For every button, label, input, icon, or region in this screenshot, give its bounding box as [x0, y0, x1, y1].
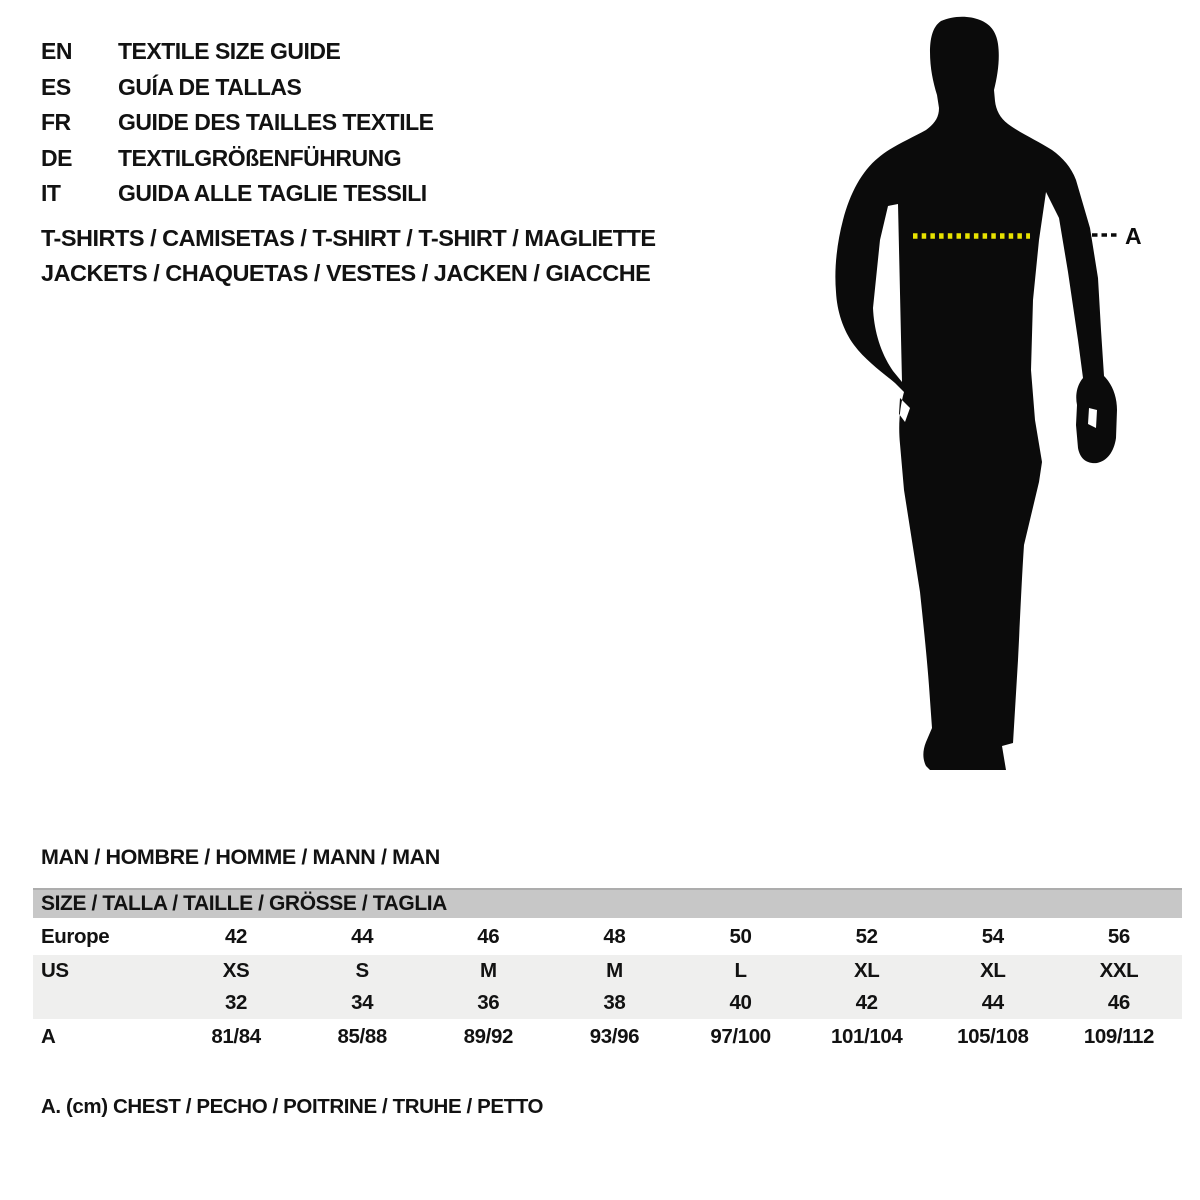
guide-title: GUÍA DE TALLAS	[118, 73, 302, 100]
table-cell: 52	[855, 924, 878, 948]
language-code: ES	[41, 73, 71, 100]
row-label: Europe	[41, 924, 110, 948]
table-cell: 105/108	[957, 1025, 1029, 1048]
table-cell: 85/88	[337, 1025, 387, 1048]
category-line-tshirts: T-SHIRTS / CAMISETAS / T-SHIRT / T-SHIRT / MAGLIETTE	[41, 225, 656, 251]
table-cell: 97/100	[710, 1025, 771, 1048]
section-title-man: MAN / HOMBRE / HOMME / MANN / MAN	[41, 845, 440, 869]
language-row	[41, 70, 434, 106]
table-row-europe	[33, 918, 1182, 955]
table-cell: 109/112	[1083, 1025, 1155, 1048]
table-cell: M	[479, 959, 497, 982]
table-cell: 81/84	[211, 1025, 261, 1048]
table-cell: S	[355, 959, 369, 982]
size-table	[33, 888, 1182, 1055]
table-cell: 44	[981, 991, 1004, 1014]
table-cell: 44	[351, 924, 374, 948]
table-cell: 38	[603, 991, 626, 1014]
language-code: FR	[41, 109, 71, 136]
table-cell: XL	[853, 959, 880, 982]
man-silhouette-shape	[835, 17, 1117, 770]
table-cell: 54	[981, 924, 1004, 948]
table-cell: 40	[729, 991, 752, 1014]
table-row-chest-cm	[33, 1019, 1182, 1055]
guide-title: TEXTILE SIZE GUIDE	[118, 38, 341, 65]
table-cell: XS	[222, 959, 250, 982]
language-row	[41, 34, 434, 70]
category-line-jackets: JACKETS / CHAQUETAS / VESTES / JACKEN / GIACCHE	[41, 260, 651, 286]
table-cell: 34	[351, 991, 374, 1014]
guide-title: GUIDE DES TAILLES TEXTILE	[118, 109, 434, 136]
table-cell: L	[734, 959, 747, 982]
table-row-us	[33, 955, 1182, 987]
table-cell: 93/96	[589, 1025, 640, 1048]
guide-title: GUIDA ALLE TAGLIE TESSILI	[118, 180, 427, 207]
table-cell: 46	[1107, 991, 1130, 1014]
guide-title: TEXTILGRÖßENFÜHRUNG	[118, 144, 402, 171]
language-code: EN	[41, 38, 72, 65]
language-row	[41, 176, 434, 212]
language-code: DE	[41, 144, 72, 171]
language-row	[41, 105, 434, 141]
garment-categories	[41, 221, 656, 291]
table-cell: 50	[729, 924, 752, 948]
table-cell: 56	[1107, 924, 1130, 948]
language-title-list	[41, 34, 434, 212]
table-cell: 46	[477, 924, 500, 948]
language-row	[41, 141, 434, 177]
table-cell: 42	[855, 991, 878, 1014]
row-label: US	[41, 959, 69, 982]
row-label: A	[41, 1025, 56, 1048]
table-cell: 101/104	[831, 1025, 903, 1048]
marker-label-a: A	[1125, 223, 1142, 249]
table-cell: 48	[603, 924, 626, 948]
table-cell: XL	[980, 959, 1006, 982]
man-silhouette-figure	[820, 0, 1200, 800]
table-cell: 36	[477, 991, 500, 1014]
table-cell: 32	[225, 991, 248, 1014]
measurement-footnote: A. (cm) CHEST / PECHO / POITRINE / TRUHE / PETTO	[41, 1095, 544, 1118]
table-cell: M	[606, 959, 623, 982]
language-code: IT	[41, 180, 61, 207]
table-cell: 89/92	[463, 1025, 513, 1048]
size-table-header: SIZE / TALLA / TAILLE / GRÖSSE / TAGLIA	[33, 888, 1182, 918]
table-cell: 42	[225, 924, 248, 948]
table-cell: XXL	[1099, 959, 1139, 982]
table-row-alt-sizes	[33, 987, 1182, 1019]
